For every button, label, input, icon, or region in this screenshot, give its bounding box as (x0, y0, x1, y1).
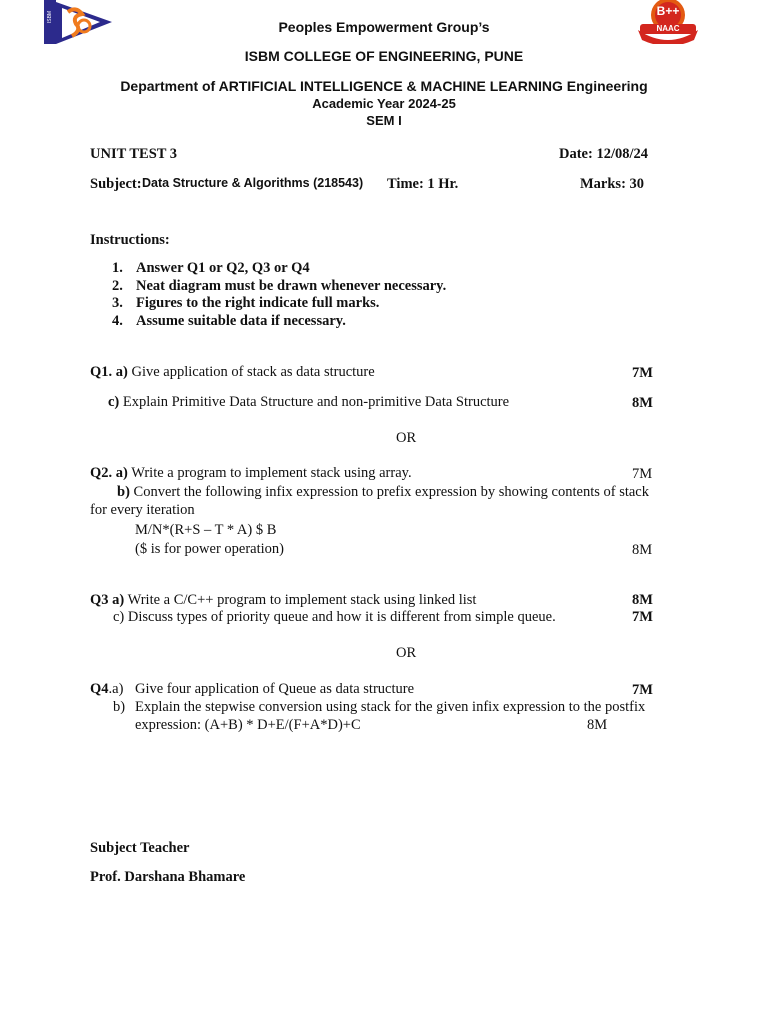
q1a-label: Q1. a) (90, 364, 128, 380)
q3c-text: c) Discuss types of priority queue and how it is different from simple queue. (113, 609, 556, 625)
q4-label: Q4 (90, 681, 109, 697)
test-title: UNIT TEST 3 (90, 146, 178, 162)
test-date: Date: 12/08/24 (559, 146, 648, 162)
instruction-number: 2. (112, 278, 123, 294)
badge-label: NAAC (656, 24, 680, 33)
q4b-expression: expression: (A+B) * D+E/(F+A*D)+C (135, 717, 361, 733)
teacher-name: Prof. Darshana Bhamare (90, 869, 246, 885)
badge-grade: B++ (656, 4, 680, 18)
instruction-text: Assume suitable data if necessary. (136, 313, 346, 329)
q1c-text: Explain Primitive Data Structure and non-primitive Data Structure (122, 394, 510, 410)
department-name: Department of ARTIFICIAL INTELLIGENCE & MACHINE LEARNING Engineering (120, 78, 648, 94)
instruction-number: 3. (112, 295, 123, 311)
instruction-item (112, 260, 310, 277)
instruction-number: 1. (112, 260, 123, 276)
q2a-marks: 7M (632, 466, 653, 482)
college-name: ISBM COLLEGE OF ENGINEERING, PUNE (244, 48, 524, 64)
or-separator: OR (396, 430, 417, 446)
teacher-role: Subject Teacher (90, 840, 190, 856)
q2b-note: ($ is for power operation) (135, 541, 284, 557)
q2b-marks: 8M (632, 542, 653, 558)
q4a-line (90, 681, 123, 698)
logo-text: ISBM (47, 10, 53, 24)
q2b-text: Convert the following infix expression to prefix expression by showing contents of stack (133, 484, 649, 500)
q2b-line (117, 484, 649, 501)
q1c-line (108, 394, 509, 411)
q1a-marks: 7M (632, 365, 653, 381)
q2b-label: b) (117, 484, 130, 500)
instruction-number: 4. (112, 313, 123, 329)
q3a-line (90, 592, 476, 609)
instructions-heading: Instructions: (90, 232, 170, 248)
instruction-item (112, 278, 446, 295)
subject-name: Data Structure & Algorithms (218543) (142, 176, 364, 190)
instruction-text: Figures to the right indicate full marks. (136, 295, 380, 311)
q4b-marks: 8M (587, 717, 608, 733)
q2a-label: Q2. a) (90, 465, 128, 481)
q2b-text-continued: for every iteration (90, 502, 195, 518)
q1c-label: c) (108, 394, 120, 410)
instruction-text: Answer Q1 or Q2, Q3 or Q4 (136, 260, 310, 276)
q1c-marks: 8M (632, 395, 653, 411)
q3a-label: Q3 a) (90, 592, 125, 608)
q4b-label: b) (113, 699, 126, 715)
q4b-text: Explain the stepwise conversion using stack for the given infix expression to the postfix (135, 699, 646, 715)
q1a-line (90, 364, 375, 381)
q4a-text: Give four application of Queue as data structure (135, 681, 415, 697)
test-time: Time: 1 Hr. (387, 176, 459, 192)
q2b-expression: M/N*(R+S – T * A) $ B (135, 522, 277, 538)
q3c-marks: 7M (632, 609, 653, 625)
instruction-text: Neat diagram must be drawn whenever necessary. (136, 278, 447, 294)
instruction-item (112, 313, 346, 330)
academic-year: Academic Year 2024-25 (312, 96, 456, 111)
q4a-marks: 7M (632, 682, 653, 698)
subject-label: Subject: (90, 176, 142, 192)
q2a-line (90, 465, 412, 482)
q3a-text: Write a C/C++ program to implement stack using linked list (127, 592, 477, 608)
q4a-label: .a) (108, 681, 124, 697)
group-name: Peoples Empowerment Group’s (278, 19, 490, 35)
q2a-text: Write a program to implement stack using array. (131, 465, 412, 481)
semester: SEM I (366, 113, 402, 128)
q1a-text: Give application of stack as data structure (131, 364, 375, 380)
q3a-marks: 8M (632, 592, 653, 608)
or-separator: OR (396, 645, 417, 661)
instruction-item (112, 295, 379, 312)
test-marks: Marks: 30 (580, 176, 645, 192)
